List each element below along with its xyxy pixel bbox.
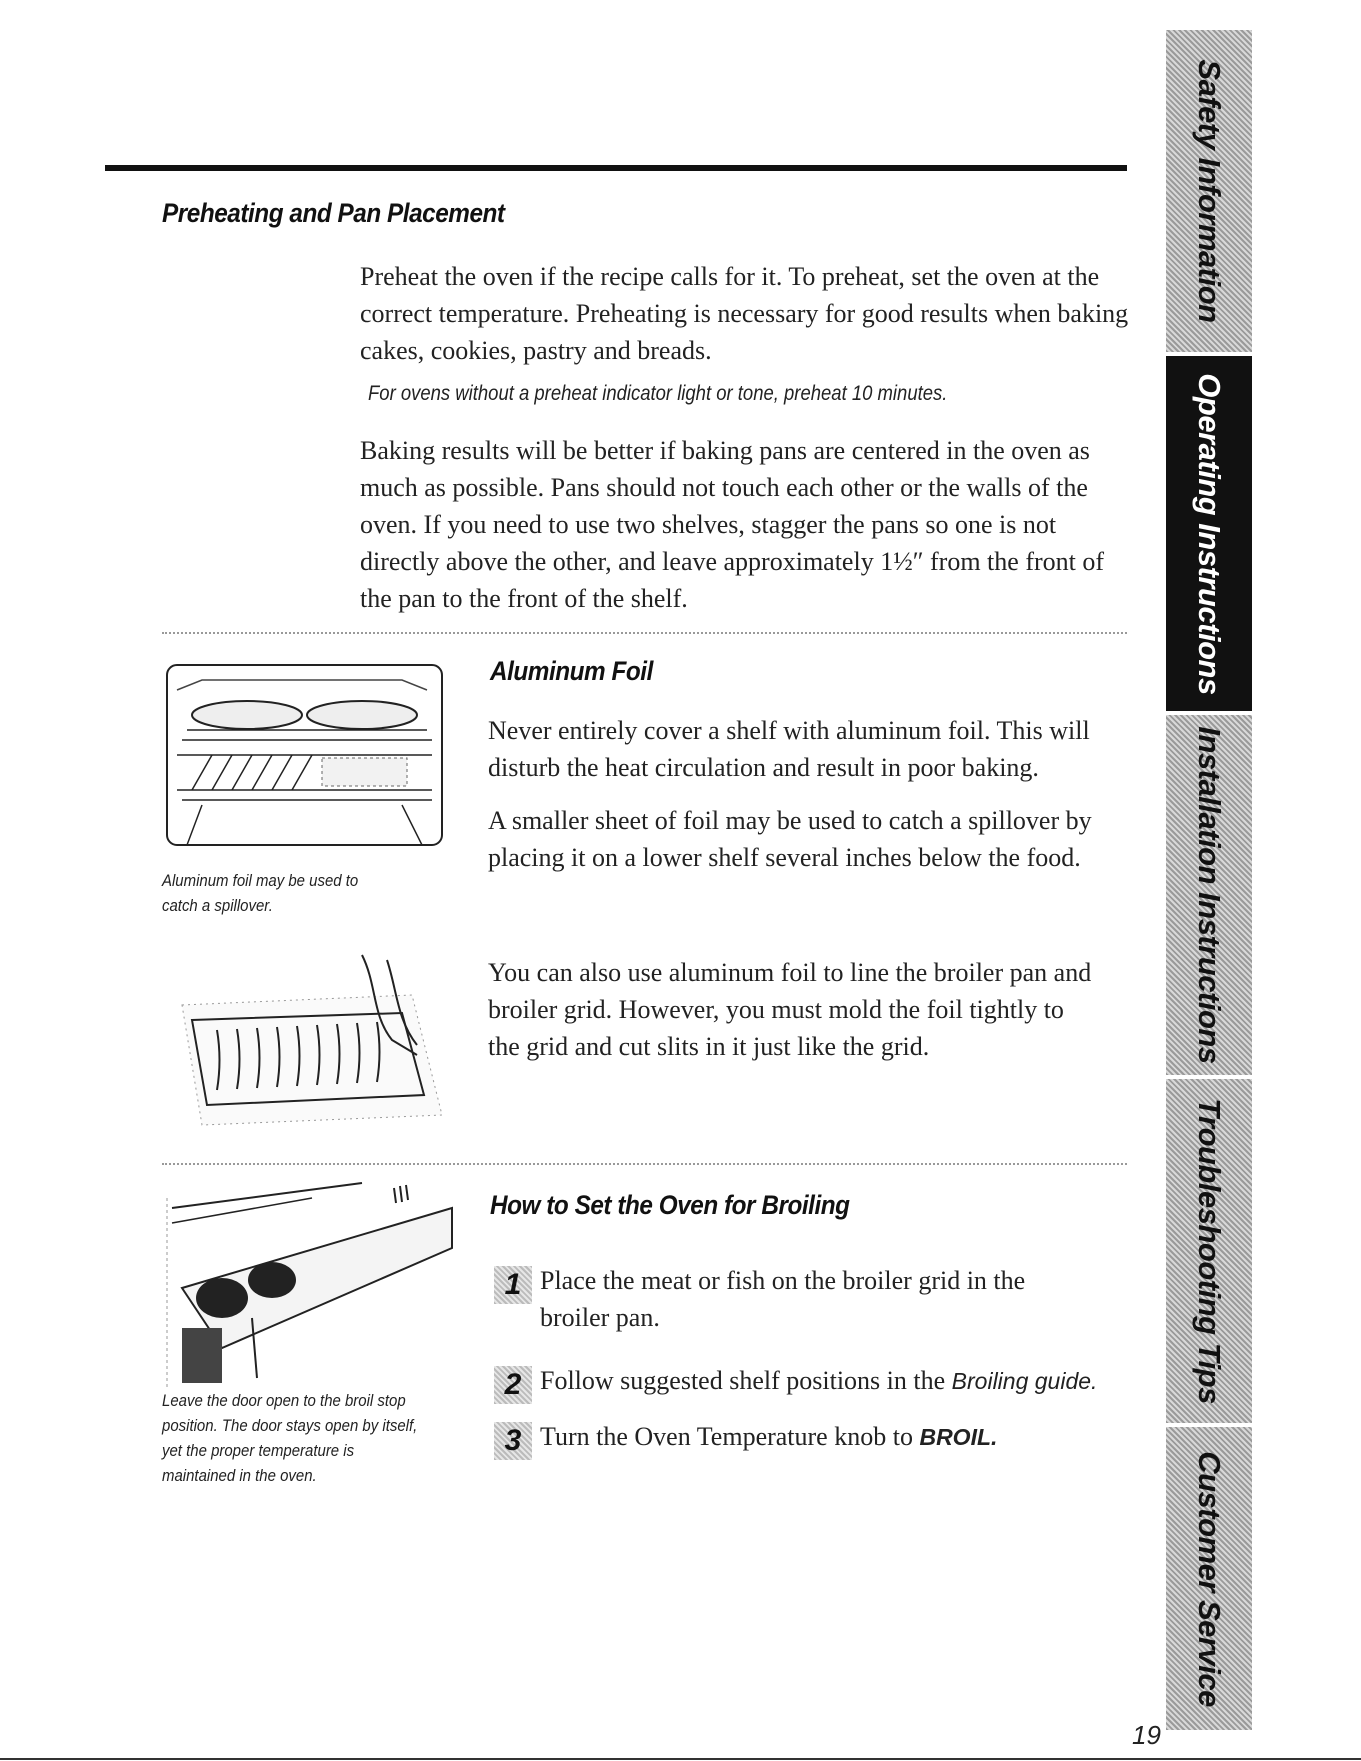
foil-paragraph-3: You can also use aluminum foil to line the broiler pan and broiler grid. However, you must mold the foil tightly to the grid and cut slits in it just like the grid. (488, 958, 1092, 1061)
tab-label: Customer Service (1192, 1450, 1227, 1707)
broil-caption-line-3: yet the proper temperature is (162, 1441, 355, 1460)
step-3-text: Turn the Oven Temperature knob to (540, 1422, 920, 1451)
oven-door-broil-stop-illustration (162, 1178, 457, 1388)
tab-operating-instructions[interactable] (1166, 356, 1252, 711)
tab-safety-information[interactable] (1166, 30, 1252, 352)
tab-label: Installation Instructions (1192, 726, 1227, 1064)
broil-caption-line-4: maintained in the oven. (162, 1466, 317, 1485)
tab-label: Operating Instructions (1192, 372, 1227, 695)
section-divider (162, 1163, 1127, 1165)
broil-caption-line-2: position. The door stays open by itself, (162, 1416, 418, 1435)
bottom-rule (0, 1758, 1361, 1760)
broiling-guide-reference: Broiling guide. (951, 1368, 1098, 1394)
step-number-badge: 1 (494, 1266, 532, 1304)
broil-caption-line-1: Leave the door open to the broil stop (162, 1391, 406, 1410)
step-1-text-line-2: broiler pan. (540, 1303, 660, 1332)
broil-step-1 (494, 1262, 1025, 1336)
top-rule (105, 165, 1127, 171)
section-tabs (1166, 30, 1252, 1730)
tab-label: Safety Information (1192, 59, 1227, 323)
foil-paragraph-2: A smaller sheet of foil may be used to catch a spillover by placing it on a lower shelf several inches below the food. (488, 806, 1092, 872)
broiler-pan-illustration (162, 945, 452, 1130)
foil-caption-line-1: Aluminum foil may be used to (162, 871, 359, 890)
oven-rack-illustration (162, 660, 452, 860)
foil-paragraph-1: Never entirely cover a shelf with aluminum foil. This will disturb the heat circulation and result in poor baking. (488, 716, 1090, 782)
step-1-text-line-1: Place the meat or fish on the broiler grid in the (540, 1266, 1026, 1295)
tab-installation-instructions[interactable] (1166, 715, 1252, 1075)
foil-caption-line-2: catch a spillover. (162, 896, 273, 915)
section-heading-preheating: Preheating and Pan Placement (162, 198, 505, 228)
tab-troubleshooting-tips[interactable] (1166, 1079, 1252, 1423)
tab-label: Troubleshooting Tips (1192, 1098, 1227, 1404)
preheating-paragraph-1: Preheat the oven if the recipe calls for it. To preheat, set the oven at the correct temperature. Preheating is necessary for good results when baking cakes, cookies, pastry and breads. (360, 262, 1129, 365)
page-number: 19 (1132, 1720, 1161, 1750)
broil-step-2 (494, 1362, 1097, 1404)
preheat-note: For ovens without a preheat indicator light or tone, preheat 10 minutes. (368, 382, 948, 405)
tab-customer-service[interactable] (1166, 1427, 1252, 1730)
preheating-paragraph-2: Baking results will be better if baking pans are centered in the oven as much as possible. Pans should not touch each other or the walls of the oven. If you need to use two shelves, stagger the pans so one is not directly above the other, and leave approximately 1½″ from the front of the pan to the front of the shelf. (360, 436, 1105, 613)
section-heading-broiling: How to Set the Oven for Broiling (490, 1190, 850, 1220)
step-number-badge: 2 (494, 1366, 532, 1404)
section-divider (162, 632, 1127, 634)
section-heading-aluminum-foil: Aluminum Foil (490, 656, 653, 686)
step-2-text: Follow suggested shelf positions in the (540, 1366, 952, 1395)
broil-step-3 (494, 1418, 997, 1460)
broil-setting-label: BROIL. (919, 1424, 998, 1450)
step-number-badge: 3 (494, 1422, 532, 1460)
